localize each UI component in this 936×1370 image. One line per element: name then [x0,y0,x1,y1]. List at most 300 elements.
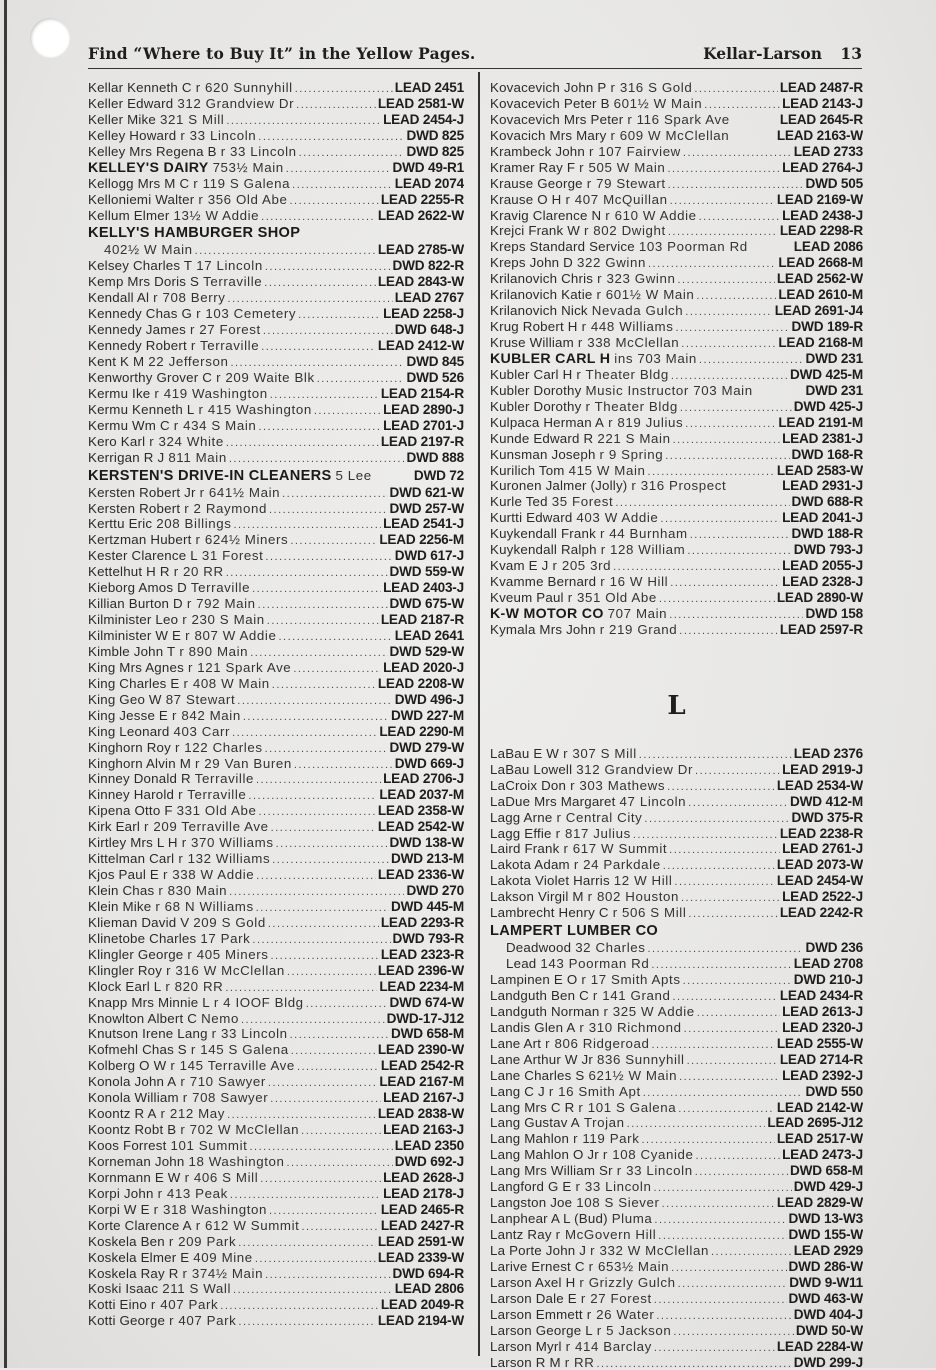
listing-address: r 356 Old Abe [198,192,287,208]
listing-address: r 405 Miners [187,947,268,963]
listing-entry [490,922,863,940]
leader-dots [673,433,780,447]
listing-phone: LEAD 2086 [794,239,863,255]
listing-name: Kemp Mrs Doris S [88,274,199,290]
listing-name: Larive Ernest C [490,1259,585,1275]
listing-name: Kenworthy Grover C [88,370,212,386]
leader-dots [699,210,780,224]
listing-address: Terraville [191,580,250,596]
leader-dots [648,942,804,956]
listing-name: Kipena Otto F [88,803,173,819]
listing-address: r 641½ Main [200,485,281,501]
listing-entry [88,467,464,485]
leader-dots [301,1124,381,1138]
leader-dots [696,1149,781,1163]
listing-address: Terraville [203,274,262,290]
listing-address: r 408 W Main [184,676,270,692]
listing-name: La Porte John J [490,1243,586,1259]
listing-phone: DWD 658-M [391,1026,464,1042]
listing-name: Lampinen E O [490,972,577,988]
listing-name: Lead [506,956,536,972]
listing-phone: DWD 412-M [790,794,863,810]
listing-entry [490,303,863,319]
listing-entry [88,370,464,386]
listing-phone: DWD 529-W [390,644,464,660]
listing-name: Kolberg O W [88,1058,166,1074]
listing-entry [490,542,863,558]
listing-phone: LEAD 2258-J [383,306,464,322]
listing-phone: DWD 526 [406,370,464,386]
listing-phone: LEAD 2829-W [777,1195,863,1211]
listing-entry [490,192,863,208]
listing-phone: LEAD 2154-R [381,386,464,402]
listing-address: r 132 Williams [178,851,270,867]
leader-dots [233,1283,393,1297]
listing-phone: LEAD 2581-W [378,96,464,112]
listing-phone: LEAD 2890-J [383,402,464,418]
listing-name: Kellum Elmer [88,208,169,224]
listing-entry [88,1106,464,1122]
listing-name: Larson R M [490,1355,561,1370]
leader-dots [294,758,393,772]
leader-dots [261,340,376,354]
listing-name: Larson George L [490,1323,593,1339]
leader-dots [688,907,777,921]
listing-phone: DWD 550 [805,1084,863,1100]
leader-dots [668,225,778,239]
listing-address: r 20 RR [174,564,224,580]
leader-dots [258,420,381,434]
listing-entry [88,516,464,532]
listing-address: r 419 Washington [154,386,267,402]
listing-address: r 116 Spark Ave [627,112,729,128]
leader-dots [287,1156,393,1170]
listing-entry [490,335,863,351]
listing-entry [490,1275,863,1291]
listing-address: r 128 William [601,542,686,558]
listing-address: r 802 Houston [588,889,679,905]
listing-phone: LEAD 2255-R [381,192,464,208]
leader-dots [267,614,379,628]
listing-phone: DWD 155-W [789,1227,863,1243]
listing-address: r Theater Bldg [576,367,668,383]
listing-name: Krilanovich Nick [490,303,588,319]
listing-entry [490,810,863,826]
leader-dots [697,1006,780,1020]
leader-dots [226,566,388,580]
listing-address: Music Instructor 703 Main [586,383,753,399]
listing-address: 409 Mine [193,1250,253,1266]
listing-phone: LEAD 2541-J [383,516,464,532]
leader-dots [694,82,777,96]
listing-entry [490,558,863,574]
leader-dots [252,582,381,596]
listing-phone: DWD 617-J [395,548,464,564]
listing-name: Langston Joe [490,1195,572,1211]
listing-entry [88,628,464,644]
listing-phone: DWD 888 [406,450,464,466]
page-header [88,42,862,69]
listing-entry [88,192,464,208]
listing-entry [490,574,863,590]
listing-entry [490,351,863,367]
listing-name: Koontz Robt B [88,1122,176,1138]
listing-phone: LEAD 2454-W [777,873,863,889]
leader-dots [688,796,788,810]
leader-dots [263,324,393,338]
listing-name: Laird Frank [490,841,559,857]
listing-phone: LEAD 2427-R [381,1218,464,1234]
listing-name: Kettelhut H R [88,564,170,580]
listing-entry [88,835,464,851]
listing-phone: DWD 496-J [395,692,464,708]
listing-phone: DWD 375-R [792,810,863,826]
listing-name: Kurilich Tom [490,463,565,479]
listing-address: r 27 Forest [190,322,261,338]
listing-entry [88,532,464,548]
leader-dots [704,98,780,112]
listing-address: r RR [565,1355,595,1370]
listing-phone: DWD 621-W [390,485,464,501]
listing-phone: LEAD 2555-W [777,1036,863,1052]
listing-name: Korpi W E [88,1202,150,1218]
listing-entry [88,1250,464,1266]
listing-phone: LEAD 2929 [794,1243,863,1259]
leader-dots [293,662,381,676]
listing-address: r 209 Waite Blk [216,370,315,386]
listing-entry [88,306,464,322]
listing-address: 322 Gwinn [577,255,646,271]
listing-phone: LEAD 2806 [395,1281,464,1297]
leader-dots [264,276,376,290]
leader-dots [220,1299,379,1313]
listing-entry [490,1227,863,1243]
listing-phone: DWD 231 [805,351,863,367]
listing-name: Kertzman Hubert [88,532,192,548]
leader-dots [654,1293,787,1307]
listing-name: Killian Burton D [88,596,183,612]
leader-dots [651,958,791,972]
listing-entry [490,606,863,622]
listing-entry [88,338,464,354]
listing-address: 811 Main [168,450,227,466]
listing-name: Kjos Paul E [88,867,159,883]
listing-entry [490,794,863,810]
listing-name: Kennedy Robert [88,338,187,354]
leader-dots [652,1038,775,1052]
leader-dots [648,465,775,479]
listing-entry [490,176,863,192]
listing-address: r 653½ Main [589,1259,670,1275]
listing-address: 211 S Wall [162,1281,231,1297]
listing-entry [490,478,863,494]
leader-dots [234,518,382,532]
listing-name: Larson Emmett [490,1307,583,1323]
listing-name: Kurtti Edward [490,510,572,526]
listing-name: Kubler Dorothy [490,399,582,415]
listing-name: Klock Earl L [88,979,161,995]
listing-phone: DWD 158 [805,606,863,622]
leader-dots [270,388,379,402]
leader-dots [278,630,392,644]
leader-dots [679,1070,780,1084]
leader-dots [237,694,393,708]
listing-name: Kovacevich Mrs Peter [490,112,623,128]
listing-entry [490,80,863,96]
listing-name: Klein Mike [88,899,151,915]
leader-dots [256,869,376,883]
listing-address: r 332 W McClellan [590,1243,709,1259]
leader-dots [627,1117,766,1131]
listing-name: Kero Karl [88,434,145,450]
listing-name: Kennedy James [88,322,186,338]
listing-phone: LEAD 2168-M [778,335,863,351]
listing-address: r 407 McQuillan [565,192,667,208]
listing-entry [88,208,464,224]
leader-dots [662,1197,775,1211]
listing-address: 101 Summit [171,1138,248,1154]
listing-phone: LEAD 2167-J [383,1090,464,1106]
listing-phone: DWD 793-R [393,931,464,947]
listing-name: Knutson Irene Lang [88,1026,208,1042]
listing-entry [490,1323,863,1339]
listing-name: Kubler Dorothy [490,383,582,399]
leader-dots [271,821,376,835]
listing-name: Klein Chas [88,883,154,899]
listing-entry [88,867,464,883]
listing-name: Koski Isaac [88,1281,158,1297]
left-column [88,80,464,1329]
listing-address: r 230 S Main [182,612,265,628]
listing-address: 331 Old Abe [177,803,257,819]
listing-phone: DWD 9-W11 [789,1275,863,1291]
listing-name: Kerrigan R J [88,450,164,466]
listing-address: r 316 S Gold [611,80,693,96]
listing-entry [88,915,464,931]
listing-entry [490,940,863,956]
listing-phone: LEAD 2434-R [780,988,863,1004]
listing-entry [88,771,464,787]
listing-entry [88,803,464,819]
listing-entry [490,526,863,542]
listing-address: 402½ W Main [104,242,193,258]
listing-phone: LEAD 2293-R [381,915,464,931]
leader-dots [670,194,775,208]
leader-dots [670,576,780,590]
listing-entry [88,740,464,756]
listing-address: r 145 Terraville Ave [170,1058,295,1074]
leader-dots [669,843,780,857]
listing-name: Kersten Robert [88,501,180,517]
header-name-range: Kellar-Larson [703,44,822,63]
listing-address: 103 Poorman Rd [639,239,748,255]
leader-dots [261,210,376,224]
listing-name: Kornmann E W [88,1170,181,1186]
listing-name: Kinney Harold [88,787,174,803]
listing-address: r 414 Barclay [566,1339,652,1355]
listing-entry [88,564,464,580]
listing-phone: DWD 188-R [792,526,863,542]
leader-dots [228,292,393,306]
listing-name: LaBau E W [490,746,559,762]
listing-name: Lakota Adam [490,857,570,873]
listing-phone: LEAD 2037-M [379,787,464,803]
listing-name: Kittelman Carl [88,851,174,867]
listing-name: Konola William [88,1090,179,1106]
listing-phone: LEAD 2178-J [383,1186,464,1202]
listing-address: r 325 W Addie [603,1004,694,1020]
listing-name: Kinney Donald R [88,771,191,787]
listing-entry [490,255,863,271]
listing-name: Kuykendall Frank [490,526,596,542]
listing-entry [490,239,863,255]
listing-address: r 219 Grand [600,622,678,638]
leader-dots [256,773,381,787]
listing-address: r 338 W Addie [163,867,254,883]
leader-dots [265,1268,390,1282]
listing-entry [490,383,863,399]
listing-name: Lagg Arne [490,810,552,826]
leader-dots [243,710,389,724]
leader-dots [229,885,404,899]
leader-dots [695,1165,788,1179]
listing-address: 31 Forest [202,548,264,564]
listing-address: 87 Stewart [166,692,236,708]
listing-name: LaDue Mrs Margaret [490,794,616,810]
listing-name: K-W MOTOR CO [490,607,604,622]
listing-entry [490,1068,863,1084]
listing-phone: DWD 227-M [391,708,464,724]
listing-entry [88,434,464,450]
listing-address: r 4 IOOF Bldg [214,995,304,1011]
listing-entry [88,1218,464,1234]
listing-phone: LEAD 2919-J [782,762,863,778]
leader-dots [656,1309,791,1323]
leader-dots [290,1028,389,1042]
leader-dots [681,337,776,351]
listing-name: KERSTEN'S DRIVE-IN CLEANERS [88,467,331,485]
listing-name: Lagg Effie [490,826,552,842]
listing-name: Kinghorn Roy [88,740,171,756]
listing-address: Nemo [201,1011,239,1027]
listing-name: Kirtley Mrs L H [88,835,178,851]
leader-dots [672,990,777,1004]
listing-phone: DWD 825 [406,144,464,160]
listing-name: Lambrecht Henry C [490,905,609,921]
listing-entry [88,354,464,370]
listing-phone: DWD 694-R [393,1266,464,1282]
listing-name: Keller Mike [88,112,156,128]
listing-phone: DWD 138-W [390,835,464,851]
listing-entry [490,746,863,762]
listing-phone: DWD 50-W [796,1323,863,1339]
listing-phone: DWD 658-M [790,1163,863,1179]
listing-name: Krug Robert H [490,319,578,335]
listing-address: r 406 S Mill [185,1170,259,1186]
listing-phone: LEAD 2049-R [381,1297,464,1313]
listing-name: Kunsman Joseph [490,447,596,463]
listing-entry [490,905,863,921]
leader-dots [643,1086,804,1100]
listing-entry [490,1115,863,1131]
listing-entry [88,1297,464,1313]
listing-address: r 612 W Summit [196,1218,300,1234]
listing-address: r 351 Old Abe [568,590,657,606]
listing-name: Kennedy Chas G [88,306,192,322]
listing-phone: DWD 168-R [792,447,863,463]
listing-address: r 33 Lincoln [212,1026,288,1042]
listing-phone: LEAD 2706-J [383,771,464,787]
listing-entry [88,386,464,402]
listing-phone: DWD 13-W3 [789,1211,863,1227]
listing-name: Kelsey Charles T [88,258,192,274]
listing-name: Kruse William [490,335,574,351]
listing-name: Kester Clarence L [88,548,198,564]
listing-address: r 108 Cyanide [603,1147,694,1163]
listing-phone: LEAD 2328-J [782,574,863,590]
leader-dots [683,974,792,988]
listing-entry [88,676,464,692]
listing-address: r 68 N Williams [155,899,253,915]
listing-entry [88,290,464,306]
listing-address: r 5 Jackson [597,1323,672,1339]
listing-address: r 817 Julius [556,826,631,842]
leader-dots [696,289,776,303]
listing-address: 32 Charles [575,940,645,956]
listing-phone: LEAD 2074 [395,176,464,192]
listing-name: Kymala Mrs John [490,622,596,638]
listing-name: Koskela Ray R [88,1266,179,1282]
listing-address: 143 Poorman Rd [540,956,649,972]
listing-phone: DWD 404-J [794,1307,863,1323]
listing-address: r 122 Charles [175,740,263,756]
listing-address: r 119 Park [573,1131,639,1147]
leader-dots [680,401,792,415]
listing-entry [88,819,464,835]
listing-entry [88,274,464,290]
listing-entry [490,128,863,144]
leader-dots [226,436,379,450]
listing-phone: LEAD 2403-J [383,580,464,596]
column-divider [478,72,480,1356]
leader-dots [250,646,387,660]
listing-phone: DWD 49-R1 [393,160,464,176]
listing-entry [490,510,863,526]
listing-entry [88,612,464,628]
listing-phone: DWD 669-J [395,756,464,772]
listing-entry [490,841,863,857]
listing-name: Langford G E [490,1179,572,1195]
listing-name: Korpi John [88,1186,154,1202]
listing-address: 403 W Addie [576,510,658,526]
listing-address: r 413 Peak [158,1186,228,1202]
leader-dots [678,1102,775,1116]
listing-entry [490,778,863,794]
listing-phone: DWD 72 [414,467,464,485]
listing-phone: DWD 231 [805,383,863,399]
listing-name: Kreps Standard Service [490,239,635,255]
listing-entry [490,1179,863,1195]
listing-name: Koskela Ben [88,1234,165,1250]
listing-entry [88,1138,464,1154]
listing-address: r 370 Williams [182,835,274,851]
listing-entry [88,947,464,963]
listing-name: Kermu Wm C [88,418,170,434]
listing-address: r 205 3rd [553,558,612,574]
listing-phone: LEAD 2701-J [383,418,464,434]
leader-dots [653,1181,791,1195]
listing-address: r 310 Richmond [579,1020,681,1036]
